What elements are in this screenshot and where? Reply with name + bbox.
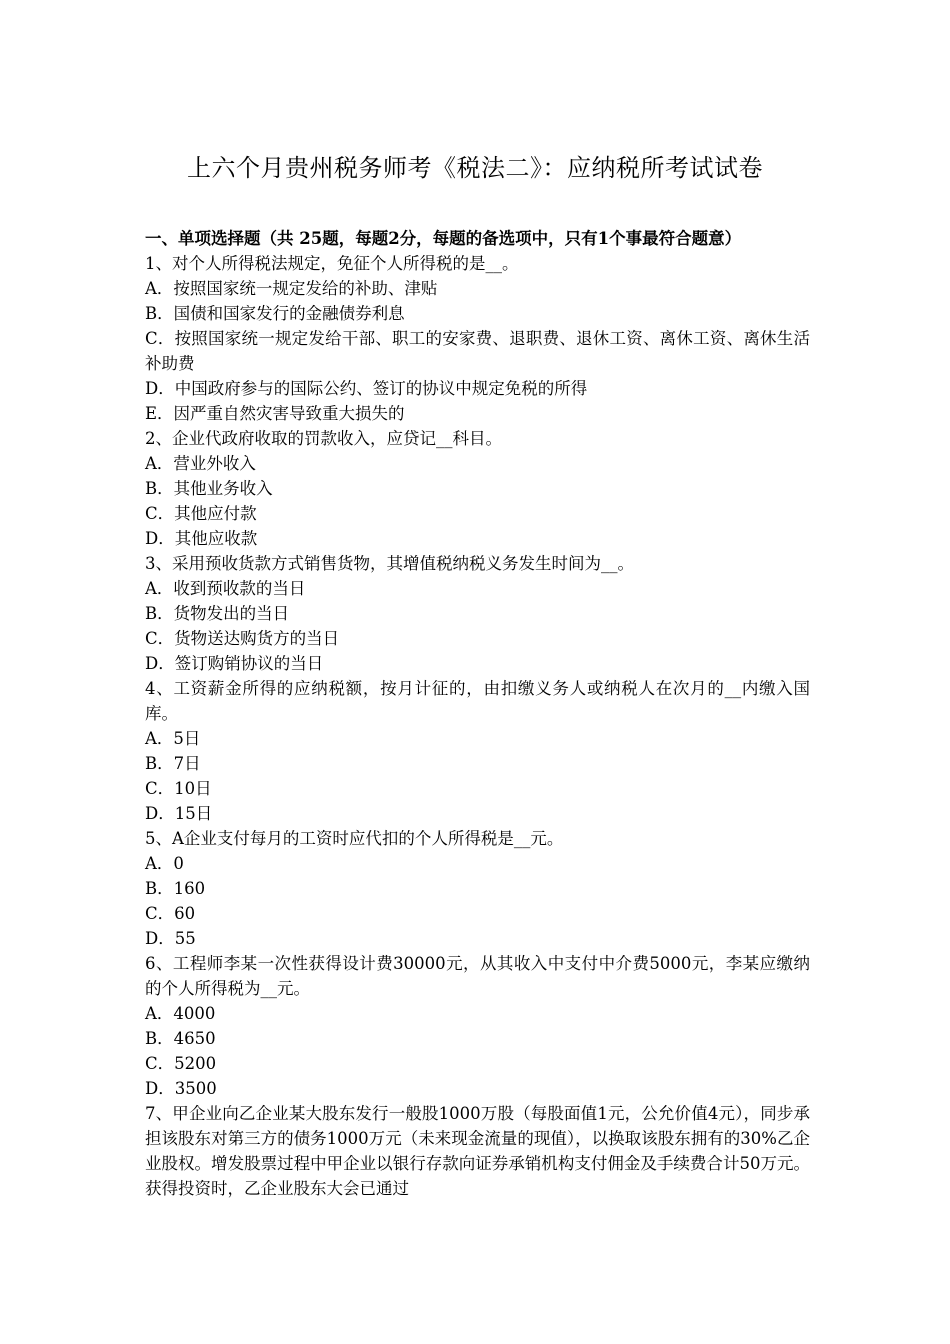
question-block bbox=[145, 426, 810, 551]
question-stem: 5、A企业支付每月的工资时应代扣的个人所得税是__元。 bbox=[145, 829, 564, 848]
answer-option: A．营业外收入 bbox=[145, 454, 256, 473]
answer-option: D．15日 bbox=[145, 804, 213, 823]
answer-option: B．货物发出的当日 bbox=[145, 604, 290, 623]
question-block bbox=[145, 251, 810, 426]
page-title: 上六个月贵州税务师考《税法二》：应纳税所考试试卷 bbox=[187, 154, 763, 182]
answer-option: D．55 bbox=[145, 929, 196, 948]
answer-option: C．5200 bbox=[145, 1054, 217, 1073]
answer-option: C．其他应付款 bbox=[145, 504, 257, 523]
answer-option: C．货物送达购货方的当日 bbox=[145, 629, 340, 648]
question-stem: 2、企业代政府收取的罚款收入，应贷记__科目。 bbox=[145, 429, 502, 448]
document-body bbox=[145, 226, 810, 1201]
answer-option: C．60 bbox=[145, 904, 196, 923]
question-stem: 6、工程师李某一次性获得设计费30000元，从其收入中支付中介费5000元，李某应缴纳的个人所得税为__元。 bbox=[145, 954, 810, 998]
answer-option: B．4650 bbox=[145, 1029, 216, 1048]
answer-option: B．7日 bbox=[145, 754, 201, 773]
answer-option: D．签订购销协议的当日 bbox=[145, 654, 324, 673]
question-block bbox=[145, 551, 810, 676]
answer-option: B．160 bbox=[145, 879, 206, 898]
answer-option: D．其他应收款 bbox=[145, 529, 258, 548]
question-stem: 3、采用预收货款方式销售货物，其增值税纳税义务发生时间为__。 bbox=[145, 554, 634, 573]
answer-option: A．0 bbox=[145, 854, 184, 873]
answer-option: D．中国政府参与的国际公约、签订的协议中规定免税的所得 bbox=[145, 379, 588, 398]
answer-option: A．5日 bbox=[145, 729, 201, 748]
answer-option: C．10日 bbox=[145, 779, 212, 798]
question-stem: 1、对个人所得税法规定，免征个人所得税的是__。 bbox=[145, 254, 519, 273]
answer-option: A．按照国家统一规定发给的补助、津贴 bbox=[145, 279, 438, 298]
section-heading: 一、单项选择题（共 25题，每题2分，每题的备选项中，只有1个事最符合题意） bbox=[145, 229, 742, 248]
question-block bbox=[145, 951, 810, 1101]
question-block bbox=[145, 676, 810, 826]
question-stem: 4、工资薪金所得的应纳税额，按月计征的，由扣缴义务人或纳税人在次月的__内缴入国库。 bbox=[145, 679, 810, 723]
answer-option: C．按照国家统一规定发给干部、职工的安家费、退职费、退休工资、离休工资、离休生活补助费 bbox=[145, 329, 810, 373]
answer-option: B．其他业务收入 bbox=[145, 479, 273, 498]
question-block bbox=[145, 1101, 810, 1201]
answer-option: D．3500 bbox=[145, 1079, 217, 1098]
answer-option: A．收到预收款的当日 bbox=[145, 579, 306, 598]
answer-option: A．4000 bbox=[145, 1004, 216, 1023]
answer-option: B．国债和国家发行的金融债券利息 bbox=[145, 304, 405, 323]
question-block bbox=[145, 826, 810, 951]
question-stem: 7、甲企业向乙企业某大股东发行一般股1000万股（每股面值1元，公允价值4元），同步承担该股东对第三方的债务1000万元（未来现金流量的现值），以换取该股东拥有的30%乙企业股权。增发股票过程中甲企业以银行存款向证券承销机构支付佣金及手续费合计50万元。获得投资时，乙企业股东大会已通过 bbox=[145, 1104, 810, 1198]
answer-option: E．因严重自然灾害导致重大损失的 bbox=[145, 404, 405, 423]
